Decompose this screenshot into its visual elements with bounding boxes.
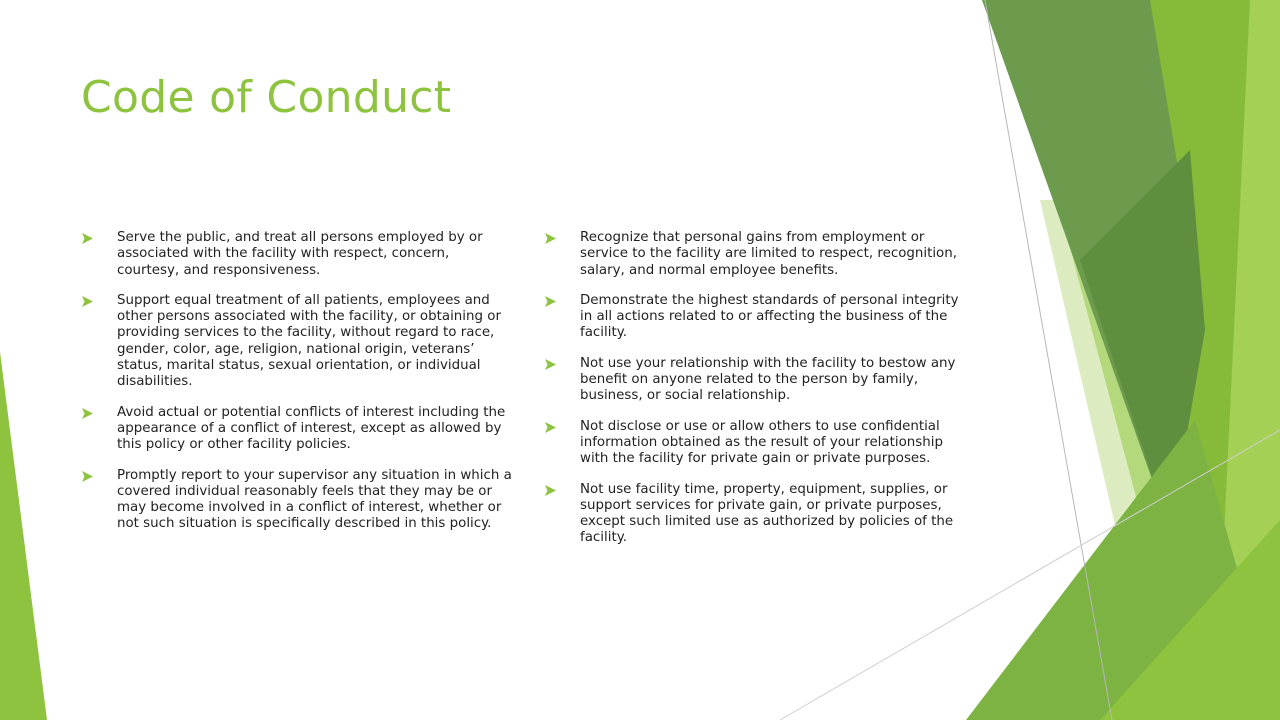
arrowhead-right-icon (82, 296, 93, 307)
arrowhead-right-icon (82, 471, 93, 482)
list-item-text: Recognize that personal gains from employment or service to the facility are limited to respect, recognition, salary, and normal employee benefits. (580, 230, 957, 278)
list-item (545, 293, 975, 342)
arrowhead-right-icon (545, 233, 556, 244)
list-item (545, 419, 975, 468)
arrowhead-right-icon (545, 485, 556, 496)
list-item-text: Promptly report to your supervisor any situation in which a covered individual reasonably feels that they may be or may become involved in a conflict of interest, whether or not such situation is specifically described in this policy. (117, 467, 512, 532)
list-item (545, 356, 975, 405)
list-item-text: Not use facility time, property, equipment, supplies, or support services for private gain, or private purposes, except such limited use as authorized by policies of the facility. (580, 481, 954, 546)
list-item (545, 230, 975, 279)
arrowhead-right-icon (545, 359, 556, 370)
arrowhead-right-icon (82, 408, 93, 419)
list-item-text: Support equal treatment of all patients, employees and other persons associated with the facility, or obtaining or providing services to the facility, without regard to race, gender, color, age, religion, national origin, veterans’ status, marital status, sexual orientation, or individual disabilities. (117, 292, 501, 390)
right-bullet-list (545, 230, 975, 561)
list-item (82, 293, 512, 391)
list-item-text: Avoid actual or potential conflicts of interest including the appearance of a conflict of interest, except as allowed by this policy or other facility policies. (117, 404, 506, 453)
left-edge-triangle (0, 352, 47, 720)
list-item-text: Demonstrate the highest standards of personal integrity in all actions related to or affecting the business of the facility. (580, 292, 959, 341)
list-item-text: Not use your relationship with the facility to bestow any benefit on anyone related to the person by family, business, or social relationship. (580, 355, 956, 404)
list-item (82, 468, 512, 533)
list-item (545, 482, 975, 547)
list-item-text: Not disclose or use or allow others to use confidential information obtained as the result of your relationship with the facility for private gain or private purposes. (580, 418, 943, 467)
list-item (82, 405, 512, 454)
left-bullet-list (82, 230, 512, 547)
list-item (82, 230, 512, 279)
arrowhead-right-icon (545, 296, 556, 307)
arrowhead-right-icon (545, 422, 556, 433)
list-item-text: Serve the public, and treat all persons employed by or associated with the facility with respect, concern, courtesy, and responsiveness. (117, 230, 483, 278)
slide-title: Code of Conduct (81, 72, 452, 123)
arrowhead-right-icon (82, 233, 93, 244)
